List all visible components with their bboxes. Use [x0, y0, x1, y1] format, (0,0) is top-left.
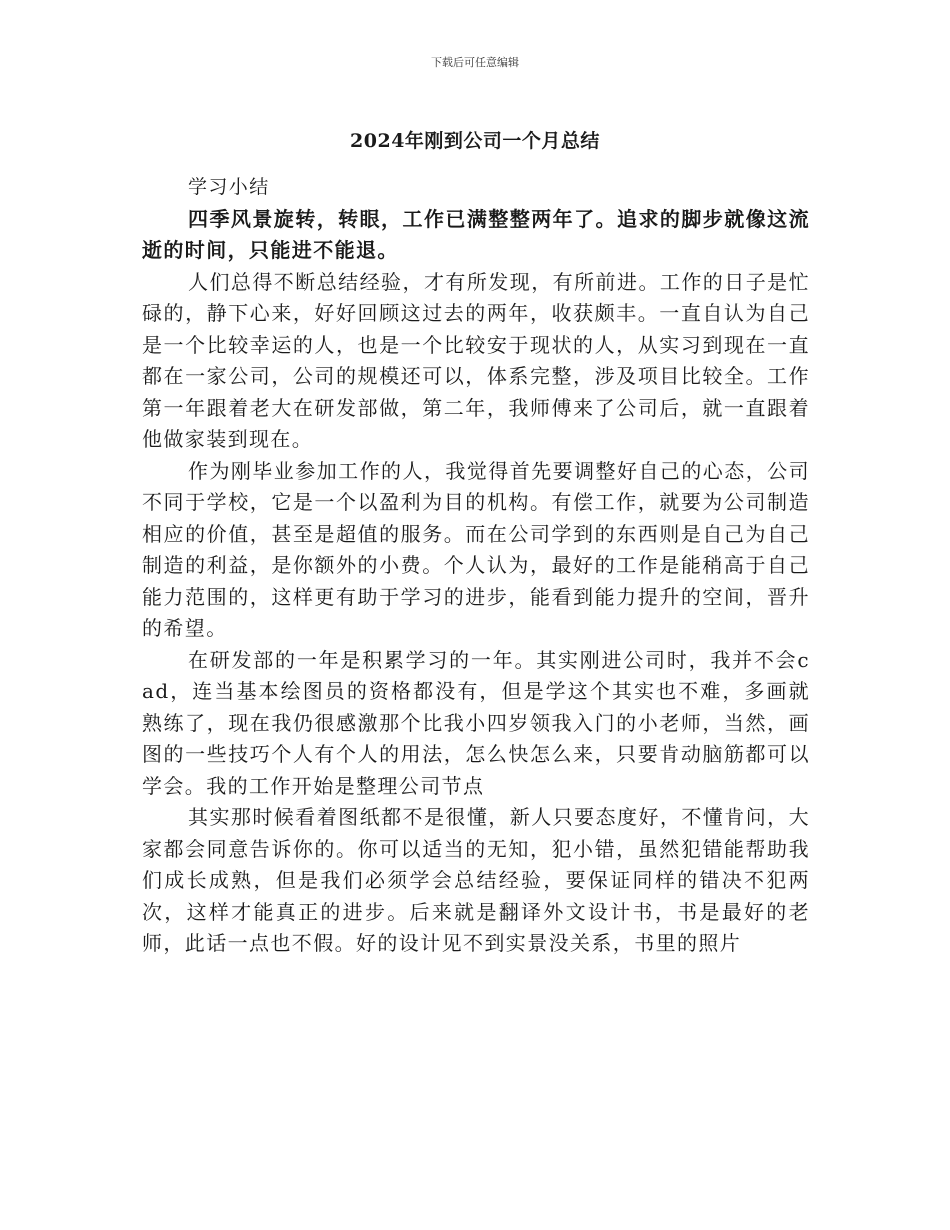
document-body — [142, 172, 810, 960]
body-paragraph: 在研发部的一年是积累学习的一年。其实刚进公司时，我并不会cad，连当基本绘图员的资格都没有，但是学这个其实也不难，多画就熟练了，现在我仍很感激那个比我小四岁领我入门的小老师，当然，画图的一些技巧个人有个人的用法，怎么快怎么来，只要肯动脑筋都可以学会。我的工作开始是整理公司节点 — [142, 647, 810, 798]
section-subtitle: 学习小结 — [188, 176, 270, 198]
body-paragraph: 人们总得不断总结经验，才有所发现，有所前进。工作的日子是忙碌的，静下心来，好好回顾这过去的两年，收获颇丰。一直自认为自己是一个比较幸运的人，也是一个比较安于现状的人，从实习到现在一直都在一家公司，公司的规模还可以，体系完整，涉及项目比较全。工作第一年跟着老大在研发部做，第二年，我师傅来了公司后，就一直跟着他做家装到现在。 — [142, 269, 810, 451]
body-paragraph: 作为刚毕业参加工作的人，我觉得首先要调整好自己的心态，公司不同于学校，它是一个以盈利为目的机构。有偿工作，就要为公司制造相应的价值，甚至是超值的服务。而在公司学到的东西则是自己为自己制造的利益，是你额外的小费。个人认为，最好的工作是能稍高于自己能力范围的，这样更有助于学习的进步，能看到能力提升的空间，晋升的希望。 — [142, 458, 810, 640]
body-paragraph: 其实那时候看着图纸都不是很懂，新人只要态度好，不懂肯问，大家都会同意告诉你的。你可以适当的无知，犯小错，虽然犯错能帮助我们成长成熟，但是我们必须学会总结经验，要保证同样的错决不犯两次，这样才能真正的进步。后来就是翻译外文设计书，书是最好的老师，此话一点也不假。好的设计见不到实景没关系，书里的照片 — [142, 805, 810, 955]
header-note: 下载后可任意编辑 — [431, 56, 519, 69]
document-title: 2024年刚到公司一个月总结 — [350, 130, 600, 152]
emphasized-paragraph: 四季风景旋转，转眼，工作已满整整两年了。追求的脚步就像这流逝的时间，只能进不能退。 — [142, 206, 810, 262]
